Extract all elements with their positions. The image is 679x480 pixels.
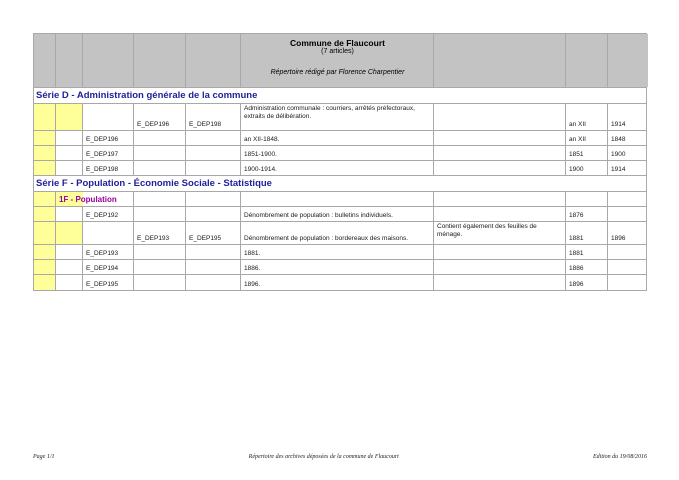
- article-count: (7 articles): [321, 48, 354, 55]
- byline: Répertoire rédigé par Florence Charpentier: [270, 69, 405, 76]
- note-cell: [434, 275, 566, 290]
- cote-to: [186, 260, 241, 274]
- description-cell: Administration communale : courriers, arrêtés préfectoraux, extraits de délibération.: [241, 104, 434, 130]
- header-title-cell: [241, 34, 434, 87]
- date-from: 1881: [566, 245, 608, 259]
- level-marker: [56, 222, 83, 244]
- level-marker: [34, 260, 56, 274]
- date-from: 1851: [566, 146, 608, 160]
- serie-row: [34, 88, 646, 104]
- cote-cell: E_DEP192: [83, 207, 134, 221]
- description-cell: 1886.: [241, 260, 434, 274]
- level-marker: [34, 192, 56, 206]
- cote-cell: [83, 192, 134, 206]
- cote-from: E_DEP193: [134, 222, 186, 244]
- item-row: [34, 245, 646, 260]
- serie-title: Série F - Population - Économie Sociale - Statistique: [34, 176, 646, 191]
- date-from: 1896: [566, 275, 608, 290]
- header-cell: [608, 34, 648, 87]
- note-cell: [434, 192, 566, 206]
- level-marker: [56, 275, 83, 290]
- description-cell: 1881.: [241, 245, 434, 259]
- description-cell: Dénombrement de population : bulletins individuels.: [241, 207, 434, 221]
- cote-to: E_DEP198: [186, 104, 241, 130]
- date-to: [608, 207, 648, 221]
- cote-cell: E_DEP195: [83, 275, 134, 290]
- header-cell: [34, 34, 56, 87]
- date-to: [608, 192, 648, 206]
- cote-cell: E_DEP198: [83, 161, 134, 175]
- cote-to: [186, 275, 241, 290]
- cote-from: [134, 275, 186, 290]
- date-from: an XII: [566, 131, 608, 145]
- cote-from: [134, 245, 186, 259]
- document-title: Commune de Flaucourt: [290, 38, 385, 48]
- inventory-table: [33, 33, 647, 291]
- item-row: [34, 275, 646, 290]
- edition-date: Edition du 19/08/2016: [593, 454, 647, 460]
- item-row: [34, 260, 646, 275]
- date-to: 1914: [611, 165, 626, 173]
- level-marker: [34, 245, 56, 259]
- header-cell: [134, 34, 186, 87]
- page-footer: [33, 454, 647, 460]
- header-cell: [83, 34, 134, 87]
- description-cell: an XII-1848.: [241, 131, 434, 145]
- date-from: 1876: [566, 207, 608, 221]
- date-from: [566, 192, 608, 206]
- header-cell: [434, 34, 566, 87]
- note-cell: [434, 104, 566, 130]
- item-row: [34, 161, 646, 176]
- description-cell: Dénombrement de population : bordereaux des maisons.: [241, 222, 434, 244]
- cote-from: [134, 161, 186, 175]
- level-marker: [56, 131, 83, 145]
- sub-serie-row: [34, 192, 646, 207]
- cote-cell: [83, 222, 134, 244]
- date-to: [608, 275, 648, 290]
- cote-cell: E_DEP194: [83, 260, 134, 274]
- summary-row: [34, 104, 646, 131]
- cote-to: [186, 161, 241, 175]
- header-cell: [566, 34, 608, 87]
- date-from: 1900: [566, 161, 608, 175]
- level-marker: [34, 222, 56, 244]
- level-marker: [34, 104, 56, 130]
- date-to: 1900: [611, 150, 626, 158]
- cote-from: E_DEP196: [134, 104, 186, 130]
- date-to: 1896: [611, 234, 626, 242]
- date-to: 1848: [611, 135, 626, 143]
- level-marker: [56, 161, 83, 175]
- cote-to: [186, 131, 241, 145]
- note-cell: [434, 207, 566, 221]
- cote-from: [134, 260, 186, 274]
- cote-from: [134, 146, 186, 160]
- level-marker: [34, 161, 56, 175]
- cote-from: [134, 207, 186, 221]
- cote-cell: E_DEP196: [83, 131, 134, 145]
- date-to: 1914: [611, 120, 626, 128]
- header-cell: [186, 34, 241, 87]
- description-cell: 1900-1914.: [241, 161, 434, 175]
- sub-serie-title: 1F - Population: [59, 195, 117, 204]
- cote-to: [186, 207, 241, 221]
- level-marker: [56, 260, 83, 274]
- level-marker: [56, 146, 83, 160]
- level-marker: [56, 207, 83, 221]
- cote-to: [186, 245, 241, 259]
- cote-to: E_DEP195: [186, 222, 241, 244]
- description-cell: 1851-1900.: [241, 146, 434, 160]
- summary-row: [34, 222, 646, 245]
- cote-to: [186, 192, 241, 206]
- description-cell: 1896.: [241, 275, 434, 290]
- cote-cell: E_DEP197: [83, 146, 134, 160]
- table-header-row: [34, 34, 646, 88]
- level-marker: [34, 146, 56, 160]
- cote-cell: [83, 104, 134, 130]
- item-row: [34, 207, 646, 222]
- date-to: [608, 260, 648, 274]
- cote-to: [186, 146, 241, 160]
- cote-from: [134, 192, 186, 206]
- note-cell: [434, 146, 566, 160]
- description-cell: [241, 192, 434, 206]
- date-to: [608, 245, 648, 259]
- serie-row: [34, 176, 646, 192]
- date-from: 1881: [566, 222, 608, 244]
- date-from: an XII: [566, 104, 608, 130]
- level-marker: [34, 275, 56, 290]
- note-cell: [434, 245, 566, 259]
- item-row: [34, 131, 646, 146]
- level-marker: [56, 104, 83, 130]
- serie-title: Série D - Administration générale de la commune: [34, 88, 646, 103]
- note-cell: [434, 131, 566, 145]
- date-from: 1886: [566, 260, 608, 274]
- level-marker: [34, 131, 56, 145]
- header-cell: [56, 34, 83, 87]
- sub-serie-cell: [56, 192, 117, 206]
- item-row: [34, 146, 646, 161]
- footer-title: Répertoire des archives déposées de la commune de Flaucourt: [248, 454, 399, 460]
- level-marker: [56, 245, 83, 259]
- note-cell: [434, 260, 566, 274]
- cote-cell: E_DEP193: [83, 245, 134, 259]
- note-cell: [434, 161, 566, 175]
- note-cell: Contient également des feuilles de ménage.: [434, 222, 566, 244]
- cote-from: [134, 131, 186, 145]
- level-marker: [34, 207, 56, 221]
- page-number: Page 1/1: [33, 454, 55, 460]
